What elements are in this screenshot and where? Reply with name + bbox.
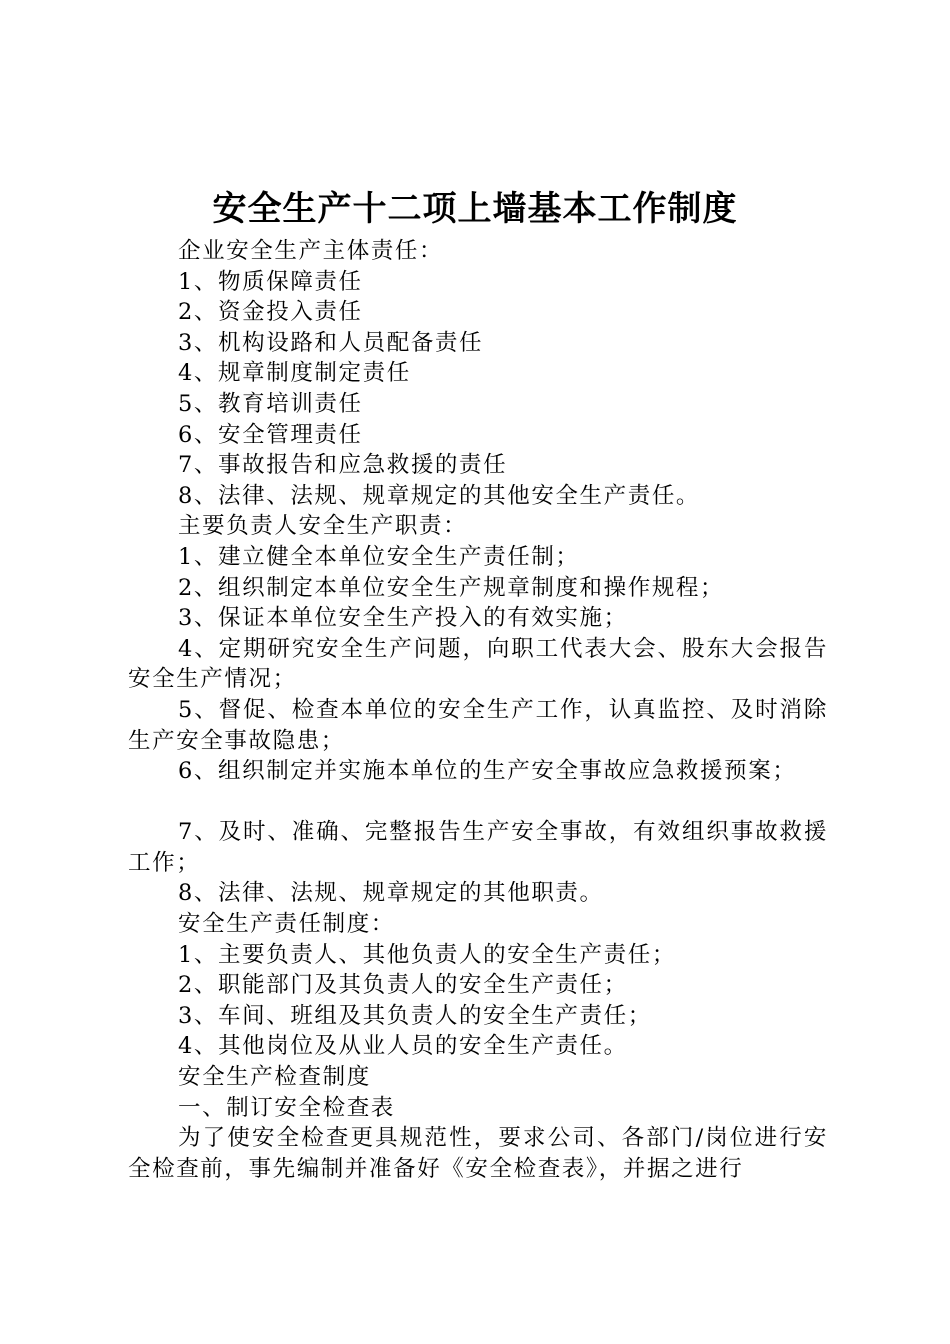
list-item: 2、资金投入责任 (178, 299, 363, 326)
list-item: 3、机构设路和人员配备责任 (178, 329, 484, 356)
list-item: 2、组织制定本单位安全生产规章制度和操作规程； (178, 574, 725, 601)
list-item: 7、及时、准确、完整报告生产安全事故，有效组织事故救援工作； (128, 819, 828, 876)
section-heading-principal-duties: 主要负责人安全生产职责： (178, 513, 468, 540)
list-item: 8、法律、法规、规章规定的其他职责。 (178, 880, 604, 907)
document-body (128, 236, 828, 1184)
list-item: 1、建立健全本单位安全生产责任制； (178, 543, 580, 570)
list-item: 7、事故报告和应急救援的责任 (178, 452, 508, 479)
list-item: 5、督促、检查本单位的安全生产工作，认真监控、及时消除生产安全事故隐患； (128, 696, 828, 754)
section-heading-inspection-system: 安全生产检查制度 (178, 1064, 371, 1091)
list-item: 3、车间、班组及其负责人的安全生产责任； (178, 1002, 652, 1029)
list-item: 4、其他岗位及从业人员的安全生产责任。 (178, 1033, 628, 1060)
list-item: 4、定期研究安全生产问题，向职工代表大会、股东大会报告安全生产情况； (128, 635, 828, 693)
body-paragraph: 为了使安全检查更具规范性，要求公司、各部门/岗位进行安全检查前，事先编制并准备好《安全检查表》，并据之进行 (128, 1125, 828, 1182)
list-item: 6、组织制定并实施本单位的生产安全事故应急救援预案； (178, 758, 797, 785)
list-item: 2、职能部门及其负责人的安全生产责任； (178, 972, 628, 999)
list-item: 1、物质保障责任 (178, 268, 363, 295)
list-item: 8、法律、法规、规章规定的其他安全生产责任。 (178, 482, 701, 509)
document-title: 安全生产十二项上墙基本工作制度 (212, 189, 738, 229)
subsection-heading: 一、制订安全检查表 (178, 1094, 395, 1121)
list-item: 1、主要负责人、其他负责人的安全生产责任； (178, 941, 676, 968)
section-heading-enterprise-responsibility: 企业安全生产主体责任： (178, 238, 444, 264)
section-heading-responsibility-system: 安全生产责任制度： (178, 911, 395, 938)
list-item: 5、教育培训责任 (178, 390, 363, 417)
list-item: 4、规章制度制定责任 (178, 360, 411, 387)
list-item: 3、保证本单位安全生产投入的有效实施； (178, 605, 628, 632)
list-item: 6、安全管理责任 (178, 421, 363, 448)
